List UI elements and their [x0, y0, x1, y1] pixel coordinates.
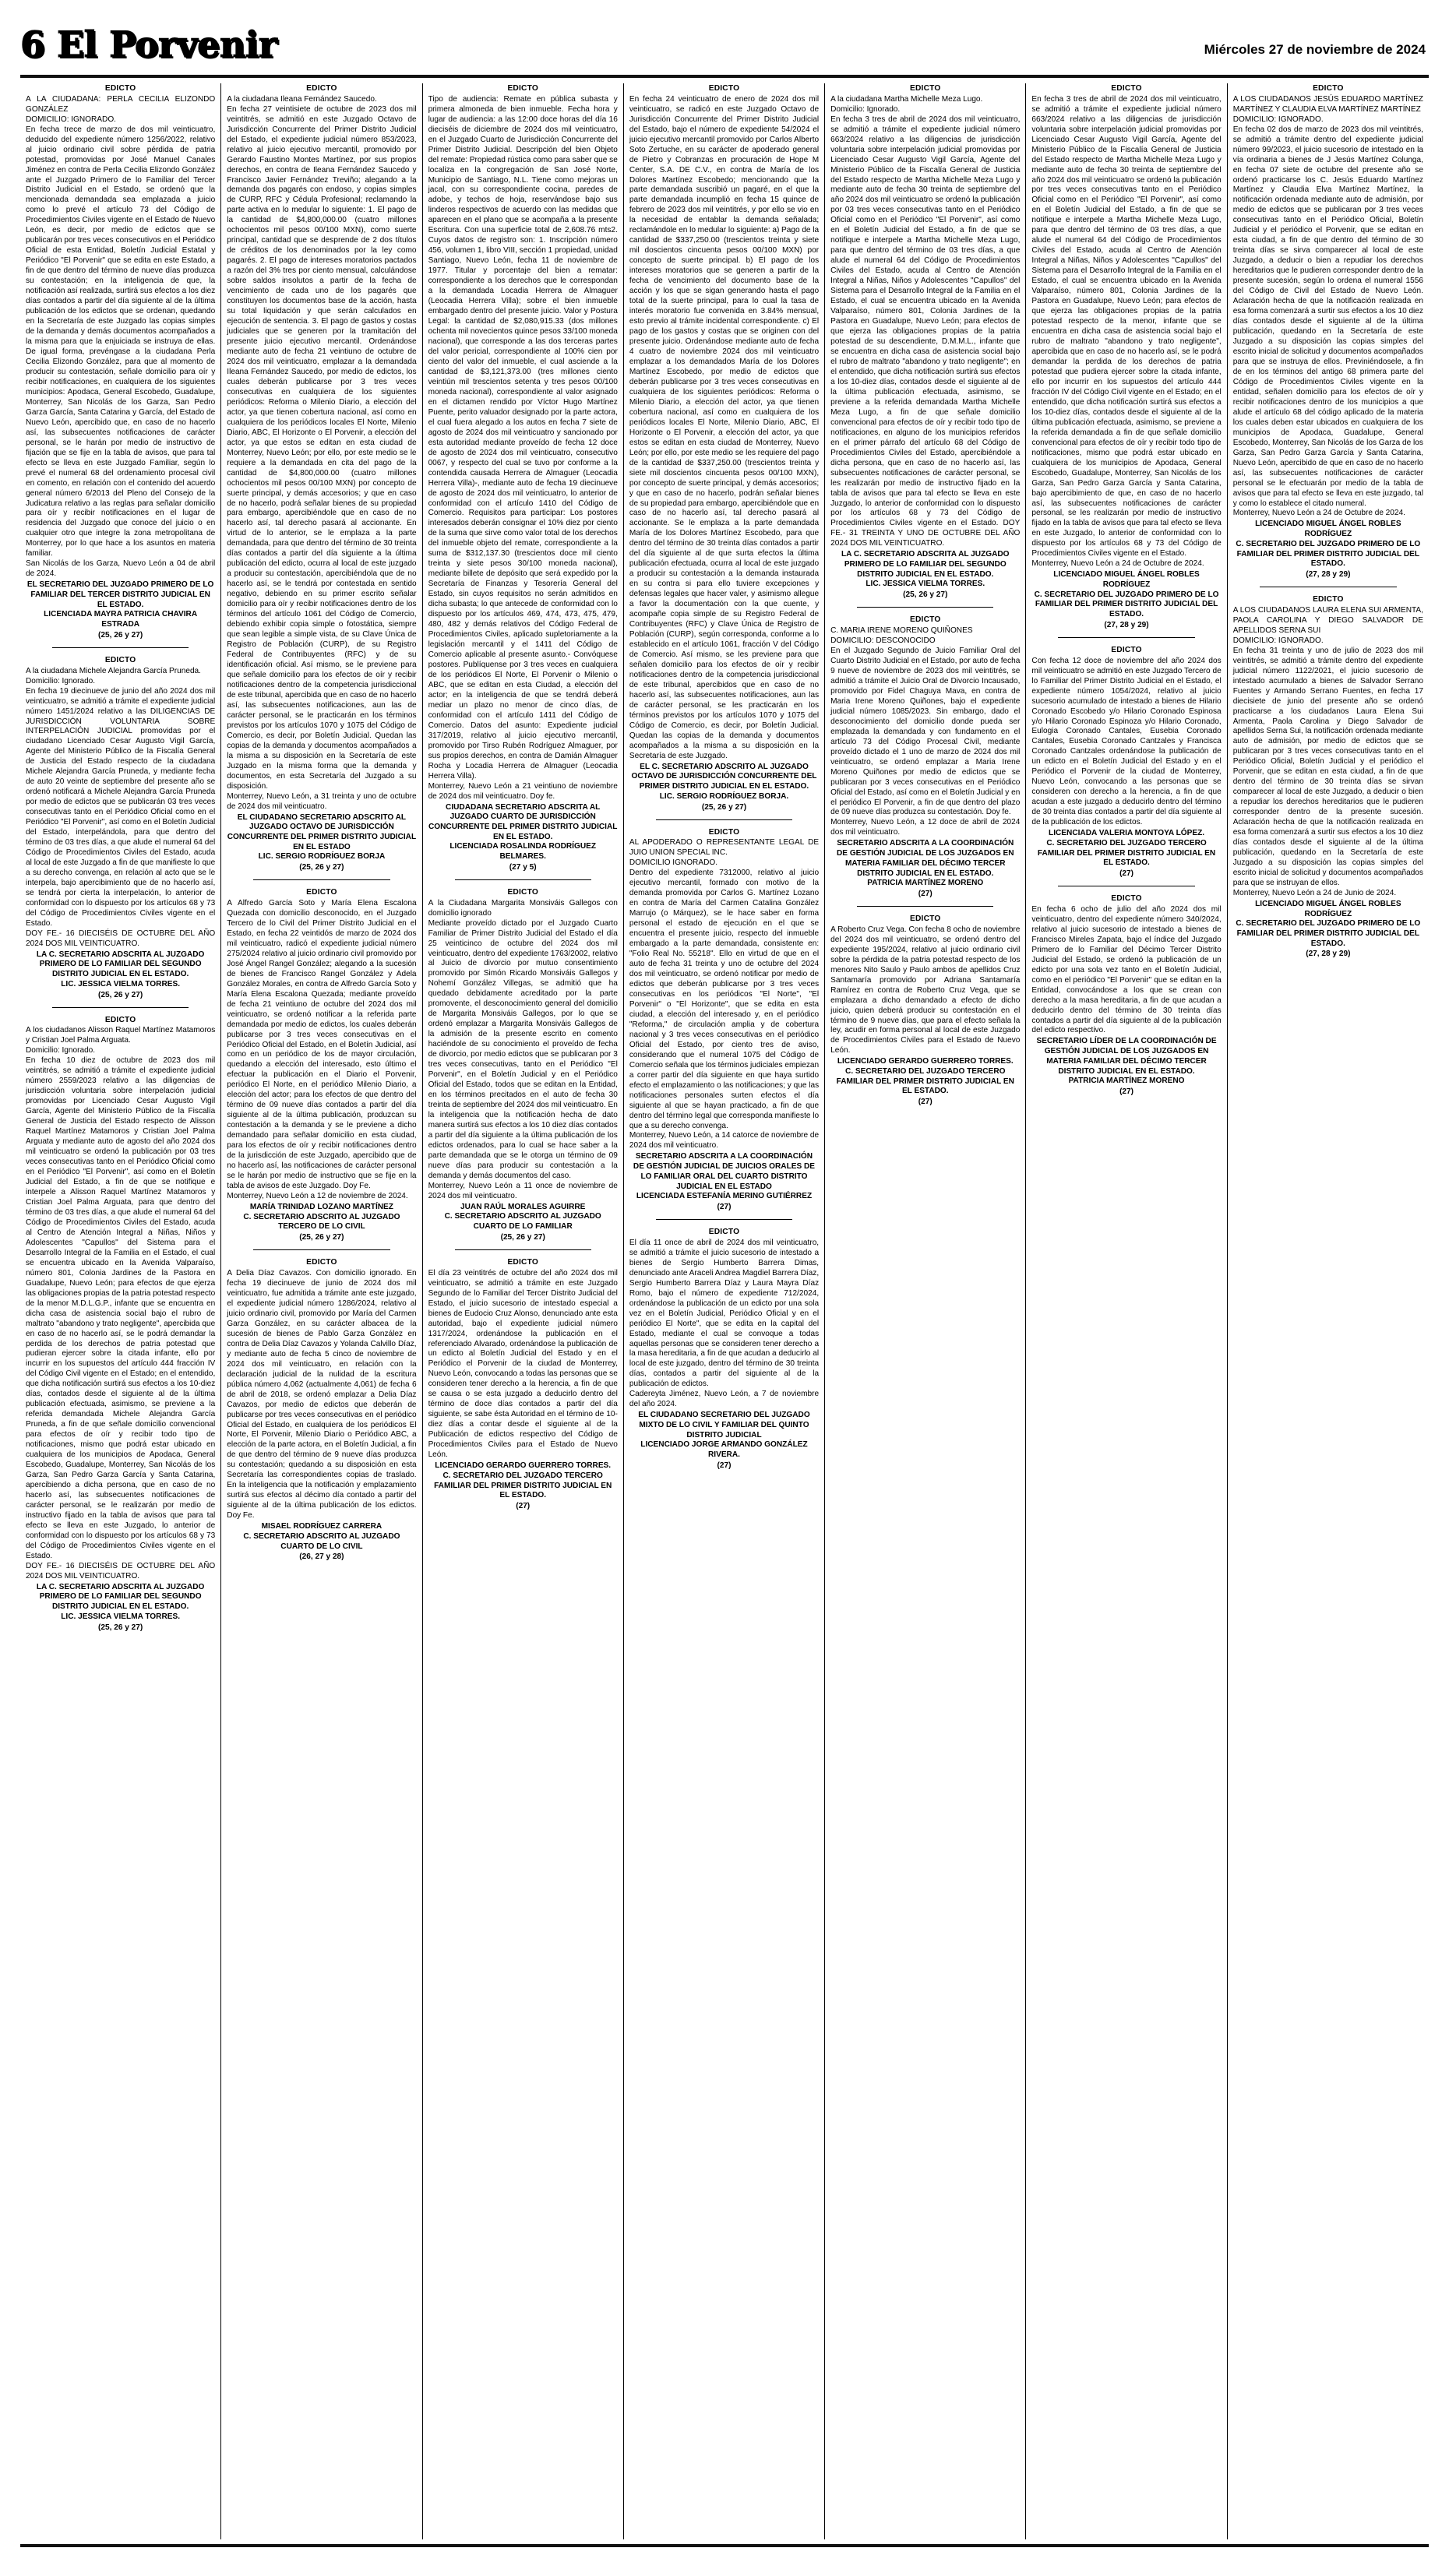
edict-body: C. MARIA IRENE MORENO QUIÑONES DOMICILIO: DESCONOCIDO En el Juzgado Segundo de Juicio Familiar Oral del Cuarto Distrito Judicial en el Estado, por auto de fecha 9 nueve de noviembre de 2023 dos mil veintitrés, se admitió a trámite el Juicio Oral de Divorcio Incausado, promovido por Fidel Chaguya Mava, en contra de Maria Irene Moreno Quiñones, bajo el expediente judicial número 1085/2023. Sin embargo, dado el desconocimiento del domicilio donde pueda ser emplazada la demandada y con fundamento en el artículo 73 del Código Procesal Civil, mediante proveído dictado el 1 uno de marzo de 2024 dos mil veinticuatro, se ordenó emplazar a Maria Irene Moreno Quiñones por medio de edictos que se publicaran por 3 veces consecutivas en el Periódico Oficial del Estado, así como en el Boletín Judicial y en el periódico El Porvenir, a fin de que dentro del plazo de 09 nueve días produzca su contestación. Doy fe. Monterrey, Nuevo León, a 12 doce de abril de 2024 dos mil veinticuatro.: [830, 626, 1021, 837]
notice-separator: [455, 879, 591, 880]
notice-separator: [656, 819, 792, 820]
edict-heading: EDICTO: [104, 84, 136, 93]
edicts-columns: [20, 78, 1429, 2539]
edict-body: A LA CIUDADANA: PERLA CECILIA ELIZONDO GONZÁLEZ DOMICILIO: IGNORADO. En fecha trece de marzo de dos mil veinticuatro, deducido del expediente número 1256/2022, relativo al juicio ordinario civil sobre pérdida de patria potestad, promovidas por José Manuel Canales Jiménez en contra de Perla Cecilia Elizondo González ante el Juzgado Primero de lo Familiar del Tercer Distrito Judicial en el Estado, se ordenó que la mencionada demandada sea emplazada a juicio como lo prevé el artículo 73 del Código de Procedimientos Civiles vigente en el Estado de Nuevo León, es decir, por medio de edictos que se publicarán por tres veces consecutivos en el Periódico Oficial de esta Entidad, Boletín Judicial Estatal y Periódico "El Porvenir" que se edita en este Estado, a fin de que dentro del término de nueve días produzca su contestación; en la inteligencia de que, la notificación así realizada, surtirá sus efectos a los diez días contados a partir del día siguiente al de la última publicación de los edictos que se ordenan, quedando en la Secretaría de este Juzgado las copias simples de la demanda y demás documentos acompañados a la misma para que la enjuiciada se instruya de ellas. De igual forma, prevéngase a la ciudadana Perla Cecilia Elizondo González, para que al momento de producir su contestación, señale domicilio para oír y recibir notificaciones, en cualquiera de los siguientes municipios: Apodaca, General Escobedo, Guadalupe, Monterrey, San Nicolás de los Garza, San Pedro Garza García, Santa Catarina y García, del Estado de Nuevo León, apercibido que, en caso de no hacerlo así, las subsecuentes notificaciones de carácter personal, se le harán por medio de instructivo de fijación que se fije en la tabla de avisos, que para tal efecto se lleva en este Juzgado Familiar, según lo prevé el numeral 68 del ordenamiento procesal civil en comento, en relación con el contenido del acuerdo general número 6/2013 del Pleno del Consejo de la Judicatura relativo a las reglas para señalar domicilio para oír y recibir notificaciones en el lugar de residencia del Juzgado que conoce del juicio o en cualquier otro que integre la zona metropolitana de Monterrey, por lo que hace a los asuntos en materia familiar. San Nicolás de los Garza, Nuevo León a 04 de abril de 2024.: [26, 94, 216, 579]
edict-publication-dates: (27): [1119, 1087, 1134, 1096]
edict-body: A Roberto Cruz Vega. Con fecha 8 ocho de noviembre del 2024 dos mil veinticuatro, se ordenó dentro del expediente 195/2024, relativo al juicio ordinario civil sobre la pérdida de la patria potestad respecto de los menores Nito Saulo y Paulo ambos de apellidos Cruz Santamaría promovido por Adriana Santamaría Ramírez en contra de Roberto Cruz Vega, que se emplazara a dicho demandado a efecto de dicho juicio, quien deberá producir su contestación en el término de 9 nueve días, que para el efecto señala la ley, acudir en forma personal al local de este Juzgado de Procedimientos Civiles para el Estado de Nuevo León.: [830, 925, 1021, 1055]
edict-notice: [830, 83, 1020, 600]
edict-signature: LICENCIADO GERARDO GUERRERO TORRES. C. SECRETARIO DEL JUZGADO TERCERO FAMILIAR DEL PRIMER DISTRITO JUDICIAL EN EL ESTADO.: [836, 1057, 1014, 1096]
edict-notice: [26, 83, 215, 640]
notice-separator: [857, 906, 993, 907]
edict-heading: EDICTO: [104, 655, 136, 664]
edict-body: AL APODERADO O REPRESENTANTE LEGAL DE JUIO UNION SPECIAL INC. DOMICILIO IGNORADO. Dentro del expediente 7312000, relativo al juicio ejecutivo mercantil, formado con motivo de la demanda promovida por Carlos G. Martínez Lozano en contra de María del Carmen Catalina González Marrujo (o Márquez), se le hace saber en forma personal el estado de ejecución en el que se encuentra el presente juicio, respecto del inmueble embargado a la parte demandada, consistente en: "Folio Real No. 55218". Ello en virtud de que en el auto de fecha 31 treinta y uno de octubre del 2024 dos mil veinticuatro, se ordenó notificar por medio de edictos que deberán publicarse por 3 tres veces consecutivas en los periódicos "El Norte", "El Porvenir" o "El Horizonte", que se edita en esta ciudad, a elección del interesado y, en el periódico "Reforma," de circulación amplia y de cobertura nacional y 3 tres veces consecutivas en el periódico Oficial del Estado, por ciento tres de aviso, considerando que el numeral 1075 del Código de Comercio señala que los términos judiciales empiezan a correr partir del día siguiente en que haya surtido efecto el emplazamiento o las notificaciones; y que las notificaciones personales surten efectos el día siguiente al que se hayan practicado, a fin de que dentro del término legal que corresponda manifieste lo que a su derecho convenga. Monterrey, Nuevo León, a 14 catorce de noviembre de 2024 dos mil veinticuatro.: [629, 838, 820, 1151]
edict-signature: LICENCIADO MIGUEL ÁNGEL ROBLES RODRÍGUEZ C. SECRETARIO DEL JUZGADO PRIMERO DE LO FAMILIAR DEL PRIMER DISTRITO JUDICIAL DEL ESTADO.: [1034, 570, 1219, 619]
edict-body: A LOS CIUDADANOS JESÚS EDUARDO MARTÍNEZ MARTÍNEZ Y CLAUDIA ELVA MARTÍNEZ MARTÍNEZ DOMICILIO: IGNORADO. En fecha 02 dos de marzo de 2023 dos mil veintitrés, se admitió a trámite dentro del expediente judicial número 99/2023, el juicio sucesorio de intestado en la vía ordinaria a bienes de J Jesús Martínez Colunga, en fecha 07 siete de octubre del presente año se ordenó practicarse los C. Jesús Eduardo Martínez Martínez y Claudia Elva Martínez Martínez, la notificación ordenada mediante auto de admisión, por medio de edictos que se publicaran por 3 tres veces consecutivas tanto en el Periódico Oficial, Boletín Judicial y el periódico el Porvenir, que se editan en esta ciudad, a fin de que dentro del término de 30 treinta días se sirva comparecer al local de este Juzgado, a deducir o bien a repudiar los derechos hereditarios que le pudieren corresponder dentro de la presente sucesión, según lo ordena el numeral 1556 del Código de Civil del Estado de Nuevo León. Aclaración hecha de que la notificación realizada en esa forma comenzará a surtir sus efectos a los 10 diez días contados desde el siguiente al de la última publicación, quedando en la Secretaría de este Juzgado a su disposición las copias simples del escrito inicial de solicitud y documentos acompañados para que se instruya de ellos. Previniéndosele, a fin de en los términos del antigo 68 primera parte del Código de Procedimientos Civiles vigente en la entidad, señalen domicilio para los efectos de oír y recibir notificaciones dentro de los municipios a que alude el artículo 68 del código aplicado de la materia los cuales deben estar ubicados en cualquiera de los municipios de Apodaca, Guadalupe, General Escobedo, Monterrey, San Nicolás de los Garza de los Garza, San Pedro Garza García y Santa Catarina, Nuevo León, apercibido de que en caso de no hacerlo así, las subsecuentes notificaciones de carácter personal se le efectuarán por medio de la tabla de avisos que para tal efecto se lleva en este juzgado, tal y como lo establece el citado numeral. Monterrey, Nuevo León a 24 de Octubre de 2024.: [1232, 94, 1423, 518]
edict-heading: EDICTO: [306, 888, 337, 897]
edict-body: A LOS CIUDADANOS LAURA ELENA SUI ARMENTA, PAOLA CAROLINA Y DIEGO SALVADOR DE APELLIDOS SERNA SUI DOMICILIO: IGNORADO. En fecha 31 treinta y uno de julio de 2023 dos mil veintitrés, se admitió a trámite dentro del expediente judicial número 1122/2021, el juicio sucesorio de intestado acumulado a bienes de Salvador Serrano Fuentes y Armando Serrano Fuentes, en fecha 17 diecisiete de junio del presente año se ordenó practicarse a los ciudadanos Laura Elena Sui Armenta, Paola Carolina y Diego Salvador de apellidos Serna Sui, la notificación ordenada mediante auto de admisión, por medio de edictos que se publicaran por 3 tres veces consecutivas tanto en el Periódico Oficial, Boletín Judicial y el periódico el Porvenir, que se editan en esta ciudad, a fin de que dentro del término de 30 treinta días se sirvan comparecer al local de este Juzgado, a deducir o bien a repudiar los derechos hereditarios que le pudieren corresponder dentro de la presente sucesión. Aclaración hecha de que la notificación realizada en esa forma comenzará a surtir sus efectos a los 10 diez días contados desde el siguiente al de la última publicación, quedando en la Secretaría de este Juzgado a su disposición las copias simples del escrito inicial de solicitud y documentos acompañados para que se instruyan de ellos. Monterrey, Nuevo León a 24 de Junio de 2024.: [1232, 605, 1423, 897]
edict-publication-dates: (25, 26 y 27): [98, 630, 143, 640]
notice-separator: [52, 647, 189, 648]
edict-publication-dates: (27 y 5): [509, 862, 537, 872]
edict-signature: EL CIUDADANO SECRETARIO DEL JUZGADO MIXTO DE LO CIVIL Y FAMILIAR DEL QUINTO DISTRITO JUDICIAL LICENCIADO JORGE ARMANDO GONZÁLEZ RIVERA.: [638, 1411, 810, 1460]
edict-body: En fecha 3 tres de abril de 2024 dos mil veinticuatro, se admitió a trámite el expediente judicial número 663/2024 relativo a las diligencias de jurisdicción voluntaria sobre interpelación judicial promovidas por Licenciado Cesar Augusto Vigil García, Agente del Ministerio Público de la Fiscalía General de Justicia del Estado respecto de Martha Michelle Meza Lugo y mediante auto de fecha 30 treinta de septiembre del año 2024 dos mil veinticuatro se ordenó la publicación por tres veces consecutivas tanto en el Periódico Oficial como en el Periódico "El Porvenir", así como en el Boletín Judicial del Estado, a fin de que se notifique e interpele a Martha Michelle Meza Lugo, para que dentro del término de 03 tres días, a que alude el numeral 64 del Código de Procedimientos Civiles del Estado, acuda al Centro de Atención Integral a Niñas, Niños y Adolescentes "Capullos" del Sistema para el Desarrollo Integral de la Familia en el Estado, el cual se encuentra ubicado en la Avenida Valparaíso, número 801, Colonia Jardines de la Pastora en Guadalupe, Nuevo León; para efectos de que ejerza las obligaciones propias de la patria potestad respecto de la menor, infante que se encuentra en dicha casa de asistencia social bajo el rubro de maltrato "abandono y trato negligente", apercibida que en caso de no hacerlo así, se le podrá demandar la perdida de los derechos de patria potestad que pudiera ejercer sobre la citada infante, ello por incurrir en los supuestos del artículo 444 fracción IV del Código Civil vigente en el Estado; en el entendido, que dicha notificación surtirá sus efectos a los 10-diez días, contados desde el siguiente al de la última publicación efectuada, asimismo, se previene a la referida demandada a fin de que señale domicilio convencional para efectos de oír y recibir todo tipo de notificaciones, mismo que podrá estar ubicado en cualquiera de los municipios de Apodaca, General Escobedo, Guadalupe, Monterrey, San Nicolás de los Garza, San Pedro Garza García y Santa Catarina, bajo apercibimiento de que, en caso de no hacerlo así, las subsecuentes notificaciones de carácter personal, se les realizarán por medio de instructivo fijado en la tabla de avisos que para tal efecto se lleva en este Juzgado, lo anterior de conformidad con lo dispuesto por los artículos 68 y 73 del Código de Procedimientos Civiles vigente en el Estado. Monterrey, Nuevo León a 24 de Octubre de 2024.: [1031, 94, 1222, 569]
edict-signature: LICENCIADO MIGUEL ÁNGEL ROBLES RODRÍGUEZ C. SECRETARIO DEL JUZGADO PRIMERO DE LO FAMILIAR DEL PRIMER DISTRITO JUDICIAL DEL ESTADO.: [1236, 520, 1421, 569]
edict-heading: EDICTO: [507, 887, 538, 897]
edict-publication-dates: (27): [516, 1501, 531, 1510]
column-3: [423, 83, 624, 2539]
masthead-date: Miércoles 27 de noviembre de 2024: [1204, 42, 1426, 57]
edict-heading: EDICTO: [708, 1228, 740, 1237]
edict-publication-dates: (25, 26 y 27): [98, 1623, 143, 1632]
edict-heading: EDICTO: [1111, 645, 1142, 654]
edict-heading: EDICTO: [708, 84, 740, 93]
edict-notice: [830, 914, 1020, 1107]
column-7: [1228, 83, 1429, 2539]
edict-heading: EDICTO: [1111, 894, 1142, 904]
edict-publication-dates: (27, 28 y 29): [1104, 620, 1149, 629]
notice-separator: [656, 1219, 792, 1220]
edict-notice: [1031, 893, 1221, 1097]
edict-notice: [428, 83, 618, 872]
edict-notice: [428, 1257, 618, 1511]
edict-publication-dates: (27): [1119, 869, 1134, 878]
edict-body: En fecha 24 veinticuatro de enero de 2024 dos mil veinticuatro, se radicó en este Juzgado Octavo de Jurisdicción Concurrente del Primer Distrito Judicial del Estado, bajo el número de expediente 54/2024 el juicio ejecutivo mercantil promovido por Carlos Alberto Soto Zertuche, en su carácter de apoderado general de Pietro y Cobranzas en procuración de Hope M Center, S.A. DE C.V., en contra de María de los Dolores Martínez Escobedo; mencionando que la parte demandada suscribió un pagaré, en el que la parte demandada incumplió en fecha 15 quince de febrero de 2023 dos mil veintitrés, y por ello se vio en la necesidad de entablar la demanda señalada; reclamándole en lo medular lo siguiente: a) Pago de la cantidad de $337,250.00 (trescientos treinta y siete mil doscientos cincuenta pesos 00/100 MXN) por concepto de suerte principal. b) El pago de los intereses moratorios que se generen a partir de la fecha de vencimiento del documento base de la acción y los que se sigan generando hasta el pago total de la suerte principal, para lo cual la tasa de interés moratorio fue convenida en 3.84% mensual, esto previo al trámite incidental correspondiente. c) El pago de los gastos y costas que se originen con del presente juicio. Ordenándose mediante auto de fecha 4 cuatro de noviembre 2024 dos mil veinticuatro emplazar a los demandados María de los Dolores Martínez Escobedo, por medio de edictos que deberán publicarse por 3 tres veces consecutivas en cualquiera de los siguientes periódicos: Reforma o Milenio Diario, a elección del actor, ya que tienen cobertura nacional, así como en cualquiera de los periódicos locales El Norte, Milenio Diario, ABC, El Horizonte o El Porvenir, a elección del actor, ya que estos se editan en esta ciudad de Monterrey, Nuevo León; por ello, por este medio se les requiere del pago de la cantidad de $337,250.00 (trescientos treinta y siete mil doscientos cincuenta pesos 00/100 MXN), por concepto de suerte principal, y demás accesorios; y que en caso de no hacerlo, podrán señalar bienes de su propiedad para embargo, apercibiéndole que en caso de no hacerlo así, tal derecho pasará al accionante. Se le emplaza a la parte demandada María de los Dolores Martínez Escobedo, para que dentro del término de 30 treinta días contados a partir del día siguiente al de que surta efectos la última publicación efectuada, ocurra al local de este juzgado a producir su contestación a la demanda instaurada en su contra si para ello tuviere excepciones y defensas legales que hacer valer, y asimismo allegue a favor la documentación con la que cuente, y acompañe copia simple de su Registro Federal de Contribuyentes (RFC) y Clave Única de Registro de Población (CURP), según corresponda, conforme a lo establecido en el artículo 1061, fracción V del Código de Comercio. Así mismo, se les previene para que señalen domicilio para los efectos de oír y recibir notificaciones dentro de la competencia jurisdiccional de este tribunal, apercibidos que en caso de no hacerlo así, las subsecuentes notificaciones, aun las de carácter personal, se les practicarán en los términos previstos por los artículos 1070 y 1075 del Código de Comercio, es decir, por Boletín Judicial. Quedan las copias de la demanda y documentos acompañados a la misma a su disposición en la Secretaría de este Juzgado.: [629, 94, 820, 760]
edict-publication-dates: (25, 26 y 27): [500, 1232, 545, 1242]
edict-heading: EDICTO: [1313, 84, 1344, 93]
edict-publication-dates: (27): [717, 1461, 732, 1470]
edict-signature: MISAEL RODRÍGUEZ CARRERA C. SECRETARIO ADSCRITO AL JUZGADO CUARTO DE LO CIVIL: [243, 1522, 400, 1551]
edict-heading: EDICTO: [910, 914, 941, 924]
edict-heading: EDICTO: [306, 84, 337, 93]
edict-notice: [629, 83, 819, 812]
edict-heading: EDICTO: [306, 1258, 337, 1267]
edict-notice: [26, 1015, 215, 1633]
column-2: [221, 83, 422, 2539]
edict-notice: [26, 655, 215, 1000]
edict-signature: LICENCIADO GERARDO GUERRERO TORRES. C. SECRETARIO DEL JUZGADO TERCERO FAMILIAR DEL PRIMER DISTRITO JUDICIAL EN EL ESTADO.: [434, 1461, 612, 1500]
edict-notice: [1031, 645, 1221, 879]
edict-body: En fecha 6 ocho de julio del año 2024 dos mil veinticuatro, dentro del expediente número 340/2024, relativo al juicio sucesorio de intestado a bienes de Francisco Mireles Zapata, bajo el índice del Juzgado Primero de lo Familiar del Décimo Tercer Distrito Judicial del Estado, se ordenó la publicación de un edicto por una sola vez tanto en el Boletín Judicial, como en el periódico "El Porvenir" que se editan en la Entidad, convocándose a los que se crean con derecho a la masa hereditaria, a fin de que acudan a deducirlo dentro del término de 30 treinta días contados a partir del día siguiente al de la publicación del edicto respectivo.: [1031, 904, 1222, 1035]
edict-notice: [227, 887, 416, 1242]
column-6: [1026, 83, 1227, 2539]
edict-notice: [1233, 594, 1423, 959]
edict-publication-dates: (26, 27 y 28): [299, 1552, 344, 1562]
edict-signature: JUAN RAÚL MORALES AGUIRRE C. SECRETARIO ADSCRITO AL JUZGADO CUARTO DE LO FAMILIAR: [444, 1202, 601, 1232]
edict-heading: EDICTO: [910, 615, 941, 625]
edict-heading: EDICTO: [1313, 595, 1344, 604]
notice-separator: [857, 607, 993, 608]
edict-body: Con fecha 12 doce de noviembre del año 2024 dos mil veinticuatro se admitió en este Juzgado Tercero de lo Familiar del Primer Distrito Judicial en el Estado, el expediente número 1054/2024, relativo al juicio sucesorio acumulado de intestado a bienes de Hilario Coronado Escobedo y/o Hilario Coronado Espinosa y/o Hilario Coronado Espinoza y/o Hilario Coronado, Eulogia Coronado Cantales, Eusebia Coronado Cantales, Eusebia Coronado Cantzales y Francisca Coronado Cantzales ordenándose la publicación de un edicto en el Boletín Judicial del Estado y en el Periódico el Porvenir de la ciudad de Monterrey, Nuevo León, convocando a las personas que se consideren con derecho a la herencia, a fin de que acudan a este juzgado a deducirlo dentro del término de 30 treinta días contados a partir del día siguiente al de la publicación de los edictos.: [1031, 656, 1222, 827]
edict-body: A la ciudadana Michele Alejandra García Pruneda. Domicilio: Ignorado. En fecha 19 diecinueve de junio del año 2024 dos mil veinticuatro, se admitió a trámite el expediente judicial número 1451/2024 relativo a las DILIGENCIAS DE JURISDICCIÓN VOLUNTARIA SOBRE INTERPELACIÓN JUDICIAL promovidas por el ciudadano Licenciado Cesar Augusto Vigil García, Agente del Ministerio Público de la Fiscalía General de Justicia del Estado respecto de la ciudadana Michele Alejandra García Pruneda, y mediante fecha de auto 20 veinte de septiembre del presente año se ordenó notificará a Michele Alejandra García Pruneda por medio de edictos que se publicarán 03 tres veces consecutivas tanto en el Periódico Oficial como en el Periódico "El Porvenir", así como en el Boletín Judicial del Estado, interpelándola, para que dentro del término de 03 tres días, a que alude el numeral 64 del Código de Procedimientos Civiles del Estado, acuda al local de este Juzgado a fin de que manifieste lo que a su derecho convenga, en relación al acto que se le interpela, bajo apercibimiento que de no hacerlo así, se tendrá por cierta la interpelación, lo anterior de conformidad con lo dispuesto por los artículos 68 y 73 del Código de Procedimientos Civiles vigente en el Estado. DOY FE.- 16 DIECISÉIS DE OCTUBRE DEL AÑO 2024 DOS MIL VEINTICUATRO.: [26, 666, 216, 948]
edict-notice: [1233, 83, 1423, 580]
edict-signature: LA C. SECRETARIO ADSCRITA AL JUZGADO PRIMERO DE LO FAMILIAR DEL SEGUNDO DISTRITO JUDICIAL EN EL ESTADO. LIC. JESSICA VIELMA TORRES.: [36, 1582, 205, 1621]
edict-signature: SECRETARIO ADSCRITA A LA COORDINACIÓN DE GESTIÓN JUDICIAL DE LOS JUZGADOS EN MATERIA FAMILIAR DEL DÉCIMO TERCER DISTRITO JUDICIAL EN EL ESTADO. PATRICIA MARTÍNEZ MORENO: [837, 839, 1014, 888]
edict-signature: CIUDADANA SECRETARIO ADSCRITA AL JUZGADO CUARTO DE JURISDICCIÓN CONCURRENTE DEL PRIMER DISTRITO JUDICIAL EN EL ESTADO. LICENCIADA ROSALINDA RODRÍGUEZ BELMARES.: [428, 802, 618, 862]
masthead-title: 6 El Porvenir: [20, 23, 277, 65]
notice-separator: [253, 1249, 390, 1250]
edict-body: A la ciudadana Martha Michelle Meza Lugo. Domicilio: Ignorado. En fecha 3 tres de abril de 2024 dos mil veinticuatro, se admitió a trámite el expediente judicial número 663/2024 relativo a las diligencias de jurisdicción voluntaria sobre interpelación judicial promovidas por Licenciado Cesar Augusto Vigil García, Agente del Ministerio Público de la Fiscalía General de Justicia del Estado respecto de Martha Michelle Meza Lugo y mediante auto de fecha 30 treinta de septiembre del año 2024 dos mil veinticuatro se ordenó la publicación por 03 tres veces consecutivas tanto en el Periódico Oficial como en el Periódico "El Porvenir", así como en el Boletín Judicial del Estado, a fin de que se notifique e interpele a Martha Michelle Meza Lugo, para que dentro del término de 03 tres días, a que alude el numeral 64 del Código de Procedimientos Civiles del Estado, acuda al Centro de Atención Integral a Niñas, Niños y Adolescentes "Capullos" del Sistema para el Desarrollo Integral de la Familia en el Estado, el cual se encuentra ubicado en la Avenida Valparaíso, número 801, Colonia Jardines de la Pastora en Guadalupe, Nuevo León; para efectos de que ejerza las obligaciones propias de la patria potestad de su descendiente, D.M.M.L., infante que se encuentra en dicha casa de asistencia social bajo el rubro de maltrato "abandono y trato negligente"; en el entendido, que dicha notificación surtirá sus efectos a los 10-diez días, contados desde el siguiente al de la última publicación efectuada, asimismo, se previene a la referida demandada Martha Michelle Meza Lugo, a fin de que señale domicilio convencional para efectos de oír y recibir todo tipo de notificaciones, en alguno de los municipios referidos en el primer párrafo del artículo 68 del Código de Procedimientos Civiles del Estado, apercibiéndole a dicha persona, que en caso de no hacerlo así, las subsecuentes notificaciones de carácter personal, se les realizarán por medio de instructivo fijado en la tabla de avisos que para tal efecto se lleva en este Juzgado, lo anterior de conformidad con lo dispuesto por los artículos 68 y 73 del Código de Procedimientos Civiles vigente en el Estado. DOY FE.- 31 TREINTA Y UNO DE OCTUBRE DEL AÑO 2024 DOS MIL VEINTICUATRO.: [830, 94, 1021, 548]
edict-signature: EL SECRETARIO DEL JUZGADO PRIMERO DE LO FAMILIAR DEL TERCER DISTRITO JUDICIAL EN EL ESTADO. LICENCIADA MAYRA PATRICIA CHAVIRA ESTRADA: [26, 580, 214, 629]
edict-notice: [227, 83, 416, 872]
edict-signature: EL C. SECRETARIO ADSCRITO AL JUZGADO OCTAVO DE JURISDICCIÓN CONCURRENTE DEL PRIMER DISTRITO JUDICIAL EN EL ESTADO. LIC. SERGIO RODRÍGUEZ BORJA.: [631, 762, 817, 801]
column-5: [825, 83, 1026, 2539]
edict-heading: EDICTO: [507, 84, 538, 93]
edict-publication-dates: (27): [717, 1202, 732, 1211]
edict-heading: EDICTO: [1111, 84, 1142, 93]
edict-body: Tipo de audiencia: Remate en pública subasta y primera almoneda de bien inmueble. Fecha hora y lugar de audiencia: a las 12:00 doce horas del día 16 dieciséis de diciembre de 2024 dos mil veinticuatro, en el Juzgado Cuarto de Jurisdicción Concurrente del Primer Distrito Judicial. Descripción del bien Objeto del remate: Propiedad rústica como para saber que se localiza en la congregación de San José Norte, Municipio de Santiago, N.L. Tiene como mejoras un jacal, con su correspondiente cocina, paredes de adobe, y techos de hoja, reservándose bajo sus linderos respectivos de acuerdo con las medidas que aparecen en el plano que se acompaña a la presente Escritura. Con una superficie total de 2,608.76 mts2. Cuyos datos de registro son: 1. Inscripción número 456, volumen 1, libro VIII, sección 1 propiedad, unidad Santiago, Nuevo León, fecha 11 de noviembre de 1977. Titular y porcentaje del bien a rematar: correspondiente a los derechos que le correspondan a la demandada Locadia Herrera de Almaguer (Leocadia Herrera Villa); sobre el bien inmueble embargado dentro del presente juicio. Valor y Postura Legal: la cantidad de $2,080,915.33 (dos millones ochenta mil novecientos quince pesos 33/100 moneda nacional), que corresponde a las dos terceras partes del valor pericial, correspondiente al 100% cien por ciento del valor del inmueble, el cual asciende a la cantidad de $3,121,373.00 (tres millones ciento veintiún mil trescientos setenta y tres pesos 00/100 moneda nacional), correspondiente al valor asignado en el dictamen rendido por Víctor Hugo Martínez Puente, perito valuador designado por la parte actora, el cual fuera alegado a los autos en fecha 7 siete de agosto de 2024 dos mil veinticuatro y sancionado por esta autoridad mediante proveído de fecha 12 doce de agosto de 2024 dos mil veinticuatro, consecutivo 0067, y respecto del cual se tuvo por conforme a la contendida causada Herrera de Almaguer (Leocadia Herrera Villa)-, mediante auto de fecha 19 diecinueve de agosto de 2024 dos mil veinticuatro, lo anterior de conformidad con el artículo 1410 del Código de Comercio. Requisitos para participar: Los postores interesados deberán consignar el 10% diez por ciento de la suma que sirve como valor total de los derechos del inmueble objeto del remate, correspondiente a la suma de $312,137.30 (trescientos doce mil ciento treinta y siete pesos 30/100 moneda nacional), mediante billete de depósito que será expedido por la Secretaría de Finanzas y Tesorería General del Estado, sin cuyos requisitos no serán admitidos en dicha subasta; lo que antecede de conformidad con lo dispuesto por los artículos 469, 474, 473, 475, 479, 480, 482 y demás relativos del Código Federal de Procedimientos Civiles, aplicado supletoriamente a la legislación mercantil y el 1411 del Código de Comercio aplicable al presente asunto.- Convóquese postores. Publíquense por 3 tres veces en cualquiera de los periódicos El Norte, El Porvenir o Milenio o ABC, que se editan en esta Ciudad, a elección del actor; en la inteligencia de que se tendrá deberá mediar un plazo no menor de cinco días, de conformidad con el artículo 1411 del Código de Comercio. Datos del asunto: Expediente judicial 317/2019, relativo al juicio ejecutivo mercantil, promovido por Tirso Rubén Rodríguez Almaguer, por sus propios derechos, en contra de Damián Almaguer Rocha y Locadia Herrera de Almaguer (Leocadia Herrera Villa). Monterrey, Nuevo León a 21 veintiuno de noviembre de 2024 dos mil veinticuatro. Doy fe.: [428, 94, 618, 801]
edict-notice: [428, 887, 618, 1242]
edict-notice: [1031, 83, 1221, 630]
edict-publication-dates: (27): [918, 1098, 933, 1107]
edict-body: El día 23 veintitrés de octubre del año 2024 dos mil veinticuatro, se admitió a trámite en este Juzgado Segundo de lo Familiar del Tercer Distrito Judicial del Estado, el juicio sucesorio de intestado especial a bienes de Eudocio Cruz Alonso, denunciado ante esta autoridad, bajo el expediente judicial número 1317/2024, ordenándose la publicación en el referenciado Alvarado, ordenándose la publicación de un edicto al Boletín Judicial del Estado y en el Periódico el Porvenir de la ciudad de Monterrey, Nuevo León, convocando a todas las personas que se consideren tener derecho a la herencia, a fin de que se causa o se esta juzgado a deducirlo dentro del término de doce días contados a partir del día siguiente, se sabe ésta Autoridad en el término de 10-diez días a contar desde el siguiente al de la Publicación de edictos respectivo del Código de Procedimientos Civiles para el Estado de Nuevo León.: [428, 1268, 618, 1460]
page-bottom-rule: [20, 2544, 1429, 2547]
edict-body: A la ciudadana Ileana Fernández Saucedo. En fecha 27 veintisiete de octubre de 2023 dos mil veintitrés, se admitió en este Juzgado Octavo de Jurisdicción Concurrente del Primer Distrito Judicial del Estado, el expediente judicial número 853/2023, relativo al juicio ejecutivo mercantil, promovido por Gerardo Faustino Montes Martínez, por sus propios derechos, en contra de Ileana Fernández Saucedo y Francisco Javier Fernández Treviño; alegando a la demanda dos pagarés con endoso, y copias simples de CURP, RFC y Cédula Profesional; reclamando la parte activa en lo medular lo siguiente: 1. El pago de la cantidad de $4,800,000.00 (cuatro millones ochocientos mil pesos 00/100 MXN), como suerte principal, cantidad que se desprende de 2 dos títulos de créditos de los denominados por la ley como pagarés. 2. El pago de intereses moratorios pactados a razón del 3% tres por ciento mensual, calculándose sobre saldos insolutos a partir de la fecha de vencimiento de cada uno de los pagarés que constituyen los documentos base de la acción, hasta su total liquidación y que serán calculados en ejecución de sentencia. 3. El pago de gastos y costas judiciales que se generen por la tramitación del presente juicio ejecutivo mercantil. Ordenándose mediante auto de fecha 21 veintiuno de octubre de 2024 dos mil veinticuatro, emplazar a la demandada Ileana Fernández Saucedo, por medio de edictos, los cuales deberán publicarse por 3 tres veces consecutivas en cualquiera de los siguientes periódicos: Reforma o Milenio Diario, a elección del actor, ya que tienen cobertura nacional, así como en cualquiera de los periódicos locales El Norte, Milenio Diario, ABC, El Horizonte o El Porvenir, a elección del actor, ya que estos se editan en esta ciudad de Monterrey, Nuevo León; por ello, por este medio se le requiere a la demandada en cita del pago de la cantidad de $4,800,000.00 (cuatro millones ochocientos mil pesos 00/100 MXN) por concepto de suerte principal, y demás accesorios; y que en caso de no hacerlo, podrá señalar bienes de su propiedad para embargo, apercibiéndole que en caso de no hacerlo así, tal derecho pasará al accionante. En virtud de lo anterior, se le emplaza a la parte demandada, para que dentro del término de 30 treinta días contados a partir del día siguiente a la última publicación del edicto, ocurra al local de este juzgado a producir su contestación, apercibiéndola que de no hacerlo así, se le tendrá por contestada en sentido negativo, debiendo en su primer escrito señalar domicilio para oír y recibir notificaciones dentro de los términos del artículo 1061 del Código de Comercio, debiendo exhibir copia simple o fotostática, siempre que sean legible a simple vista, de su Clave Única de Registro de Población (CURP), de su Registro Federal de Contribuyentes (RFC) y de su identificación oficial. Así mismo, se le previene para que señale domicilio para los efectos de oír y recibir notificaciones dentro de la competencia jurisdiccional de este tribunal, apercibida que en caso de no hacerlo así, las subsecuentes notificaciones, aun las de carácter personal, se le practicarán en los términos previstos por los artículos 1070 y 1075 del Código de Comercio, es decir, por Boletín Judicial. Quedan las copias de la demanda y documentos acompañados a la misma a su disposición en la Secretaría de este Juzgado en la misma forma que la demanda y documentos, en esta Secretaría del Juzgado a su disposición. Monterrey, Nuevo León, a 31 treinta y uno de octubre de 2024 dos mil veinticuatro.: [227, 94, 417, 811]
edict-signature: LA C. SECRETARIO ADSCRITA AL JUZGADO PRIMERO DE LO FAMILIAR DEL SEGUNDO DISTRITO JUDICIAL EN EL ESTADO. LIC. JESSICA VIELMA TORRES.: [36, 950, 205, 988]
edict-signature: MARÍA TRINIDAD LOZANO MARTÍNEZ C. SECRETARIO ADSCRITO AL JUZGADO TERCERO DE LO CIVIL: [243, 1203, 400, 1232]
notice-separator: [1058, 637, 1194, 638]
edict-heading: EDICTO: [507, 1257, 538, 1267]
column-4: [624, 83, 825, 2539]
edict-publication-dates: (25, 26 y 27): [701, 802, 747, 812]
edict-notice: [629, 1227, 819, 1471]
edict-signature: EL CIUDADANO SECRETARIO ADSCRITO AL JUZGADO OCTAVO DE JURISDICCIÓN CONCURRENTE DEL PRIMER DISTRITO JUDICIAL EN EL ESTADO LIC. SERGIO RODRÍGUEZ BORJA: [227, 812, 417, 862]
edict-publication-dates: (25, 26 y 27): [299, 863, 344, 872]
edict-body: A Alfredo García Soto y María Elena Escalona Quezada con domicilio desconocido, en el Juzgado Tercero de lo Civil del Primer Distrito Judicial en el Estado, en fecha 22 veintidós de marzo de 2024 dos mil veinticuatro, radicó el expediente judicial número 275/2024 relativo al juicio ordinario civil promovido por José Ángel Rangel González; alegando a la sucesión de bienes de Francisco Rangel González y Adela González Morales, en contra de Alfredo García Soto y María Elena Escalona Quezada; mediante proveído de fecha 21 veintiuno de octubre del 2024 dos mil veinticuatro, se ordenó notificar a la referida parte demandada por medio de edictos, los cuales deberán publicarse por 3 tres veces consecutivas en el Periódico Oficial del Estado, en el Boletín Judicial, así como en un periódico de los de mayor circulación, quedando a elección del interesado, esto último el efectuar la publicación en el Diario el Porvenir, periódico El Norte, en el periódico Milenio Diario, a elección del actor; para los efectos de que dentro del término de 09 nueve días contados a partir del día siguiente al de la última publicación, produzcan su contestación a la demanda y se le previene a dicho demandado para señalar domicilio en esta ciudad, para los efectos de oír y recibir notificaciones dentro de la jurisdicción de este Juzgado, apercibido que de no hacerlo así, las notificaciones de carácter personal se le harán por medio de instructivo que se fije en la tabla de avisos de este Juzgado. Doy Fe. Monterrey, Nuevo León a 12 de noviembre de 2024.: [227, 898, 417, 1201]
edict-notice: [629, 827, 819, 1212]
column-1: [20, 83, 221, 2539]
edict-publication-dates: (27, 28 y 29): [1306, 569, 1351, 579]
edict-signature: LICENCIADO MIGUEL ÁNGEL ROBLES RODRÍGUEZ C. SECRETARIO DEL JUZGADO PRIMERO DE LO FAMILIAR DEL PRIMER DISTRITO JUDICIAL DEL ESTADO.: [1236, 899, 1421, 948]
edict-heading: EDICTO: [910, 84, 941, 93]
edict-publication-dates: (25, 26 y 27): [903, 590, 948, 600]
notice-separator: [253, 879, 390, 880]
edict-signature: SECRETARIO LÍDER DE LA COORDINACIÓN DE GESTIÓN JUDICIAL DE LOS JUZGADOS EN MATERIA FAMILIAR DEL DÉCIMO TERCER DISTRITO JUDICIAL EN EL ESTADO. PATRICIA MARTÍNEZ MORENO: [1036, 1037, 1217, 1086]
notice-separator: [455, 1249, 591, 1250]
edict-notice: [830, 615, 1020, 899]
notice-separator: [52, 1007, 189, 1008]
edict-body: A los ciudadanos Alisson Raquel Martínez Matamoros y Cristian Joel Palma Arguata. Domicilio: Ignorado. En fecha 10 diez de octubre de 2023 dos mil veintitrés, se admitió a trámite el expediente judicial número 2559/2023 relativo a las diligencias de jurisdicción voluntaria sobre interpelación judicial promovidas por Licenciado Cesar Augusto Vigil García, Agente del Ministerio Público de la Fiscalía General de Justicia del Estado respecto de Alisson Raquel Martínez Matamoros y Cristian Joel Palma Arguata y mediante auto de agosto del año 2024 dos mil veinticuatro se ordenó la publicación por 03 tres veces consecutivas tanto en el Periódico Oficial como en el Periódico "El Porvenir", así como en el Boletín Judicial del Estado, a fin de que se notifique e interpele a Alisson Raquel Martínez Matamoros y Cristian Joel Palma Arguata, para que dentro del término de 03 tres días, a que alude el numeral 64 del Código de Procedimientos Civiles del Estado, acuda al Centro de Atención Integral a Niñas, Niños y Adolescentes "Capullos" del Sistema para el Desarrollo Integral de la Familia en el Estado, el cual se encuentra ubicado en la Avenida Valparaíso, número 801, Colonia Jardines de la Pastora en Guadalupe, Nuevo León; para efectos de que ejerza las obligaciones propias de la patria potestad respecto de la menor M.D.L.G.P., infante que se encuentra en dicha casa de asistencia social bajo el rubro de maltrato "abandono y trato negligente", apercibida que en caso de no hacerlo así, se le podrá demandar la perdida de los derechos de patria potestad que pudieran ejercer sobre la citada infante, ello por incurrir en los supuestos del artículo 444 fracción IV del Código Civil vigente en el Estado; en el entendido, que dicha notificación surtirá sus efectos a los 10-diez días, contados desde el siguiente al de la última publicación efectuada, asimismo, se previene a la referida demandada Michele Alejandra García Pruneda, a fin de que señale domicilio convencional para efectos de oír y recibir todo tipo de notificaciones, mismo que podrá estar ubicado en cualquiera de los municipios de Apodaca, General Escobedo, Guadalupe, Monterrey, San Nicolás de los Garza, San Pedro Garza García y Santa Catarina, apercibiendo a dicha persona, que en caso de no hacerlo así, las subsecuentes notificaciones de carácter personal, se le realizarán por medio de instructivo fijado en la tabla de avisos que para tal efecto se lleva en este Juzgado, lo anterior de conformidad con lo dispuesto por los artículos 68 y 73 del Código de Procedimientos Civiles vigente en el Estado. DOY FE.- 16 DIECISÉIS DE OCTUBRE DEL AÑO 2024 DOS MIL VEINTICUATRO.: [26, 1026, 216, 1580]
edict-body: El día 11 once de abril de 2024 dos mil veinticuatro, se admitió a trámite el juicio sucesorio de intestado a bienes de Sergio Humberto Barrera Dimas, denunciado ante Araceli Andrea Magdiel Barrera Díaz, Sergio Humberto Barrera Díaz y Laura Mayra Díaz Romo, bajo el número de expediente 712/2024, ordenándose la publicación de un edicto por una sola vez en el Boletín Judicial, Periódico Oficial y en el periódico El Norte", que se edita en la capital del Estado, mediante el cual se convoque a todas aquellas personas que se consideren tener derecho a la masa hereditaria, a fin de que acudan a deducirlo al local de este juzgado, dentro del término de 30 treinta días, contados a partir del siguiente al de la publicación de edictos. Cadereyta Jiménez, Nuevo León, a 7 de noviembre del año 2024.: [629, 1238, 820, 1409]
edict-publication-dates: (27, 28 y 29): [1306, 950, 1351, 959]
edict-heading: EDICTO: [708, 827, 740, 837]
edict-signature: LA C. SECRETARIO ADSCRITA AL JUZGADO PRIMERO DE LO FAMILIAR DEL SEGUNDO DISTRITO JUDICIAL EN EL ESTADO. LIC. JESSICA VIELMA TORRES.: [841, 550, 1010, 589]
edict-body: A Delia Díaz Cavazos. Con domicilio ignorado. En fecha 19 diecinueve de junio de 2024 dos mil veinticuatro, fue admitida a trámite ante este juzgado, el expediente judicial número 1286/2024, relativo al juicio ordinario civil, promovido por María del Carmen Garza González, en su carácter albacea de la sucesión de bienes de Pablo Garza González en contra de Delia Díaz Cavazos y Yolanda Calvillo Díaz, y mediante auto de fecha 5 cinco de noviembre de 2024 dos mil veinticuatro, en relación con la declaración judicial de la nulidad de la escritura pública número 4,062 (actualmente 4,061) de fecha 6 de abril de 2018, se ordenó emplazar a Delia Díaz Cavazos, por medio de edictos que deberán de publicarse por tres veces consecutivas en el periódico Oficial del Estado, en cualquiera de los periódicos El Norte, El Porvenir, Milenio Diario o Periódico ABC, a elección de la parte actora, en el Boletín Judicial, a fin de que dentro del término de 9 nueve días produzca su contestación; quedando a su disposición en esta Secretaría las correspondientes copias de traslado. En la inteligencia que la notificación y emplazamiento surtirá sus efectos al décimo día contado a partir del siguiente al de la última publicación de los edictos. Doy Fe.: [227, 1268, 417, 1521]
edict-notice: [227, 1257, 416, 1562]
edict-body: A la Ciudadana Margarita Monsiváis Gallegos con domicilio ignorado Mediante proveído dictado por el Juzgado Cuarto Familiar de Primer Distrito Judicial del Estado el día 25 veinticinco de octubre del 2024 dos mil veinticuatro, dentro del expediente 1763/2002, relativo al Juicio de divorcio por mutuo consentimiento promovido por Simón Ricardo Monsiváis Gallegos y Nohemí González Villegas, se admitió que ha quedado debidamente acreditado por la parte promovente, el desconocimiento general del domicilio de Margarita Monsiváis Gallegos, por lo que se ordenó emplazar a Margarita Monsiváis Gallegos de la admisión de la presente escrito en comento haciéndole de su conocimiento el proveído de fecha de divorcio, por medio edictos que se publicaran por 3 tres veces consecutivas, tanto en el Periódico "El Porvenir", en el Boletín Judicial y en el Periódico Oficial del Estado, todos que se editan en la Entidad, en los términos precitados en el auto de fecha 30 treinta de septiembre del 2024 dos mil veinticuatro. En la inteligencia que la notificación hecha de dato manera surtirá sus efectos a los 10 diez días contados a partir del día siguiente a la última publicación de los edictos ordenados, para lo cual se hace saber a la parte demandada que se le otorga un término de 09 nueve días para producir su contestación a la demanda y demás documentos del caso. Monterrey, Nuevo León a 11 once de noviembre de 2024 dos mil veinticuatro.: [428, 898, 618, 1200]
edict-publication-dates: (25, 26 y 27): [98, 990, 143, 999]
edict-publication-dates: (25, 26 y 27): [299, 1233, 344, 1242]
edict-signature: LICENCIADA VALERIA MONTOYA LÓPEZ. C. SECRETARIO DEL JUZGADO TERCERO FAMILIAR DEL PRIMER DISTRITO JUDICIAL EN EL ESTADO.: [1037, 829, 1216, 868]
edict-publication-dates: (27): [918, 889, 933, 898]
edict-signature: SECRETARIO ADSCRITA A LA COORDINACIÓN DE GESTIÓN JUDICIAL DE JUICIOS ORALES DE LO FAMILIAR ORAL DEL CUARTO DISTRITO JUDICIAL EN EL ESTADO LICENCIADA ESTEFANÍA MERINO GUTIÉRREZ: [633, 1152, 816, 1201]
edict-heading: EDICTO: [104, 1015, 136, 1024]
masthead: [0, 0, 1449, 75]
